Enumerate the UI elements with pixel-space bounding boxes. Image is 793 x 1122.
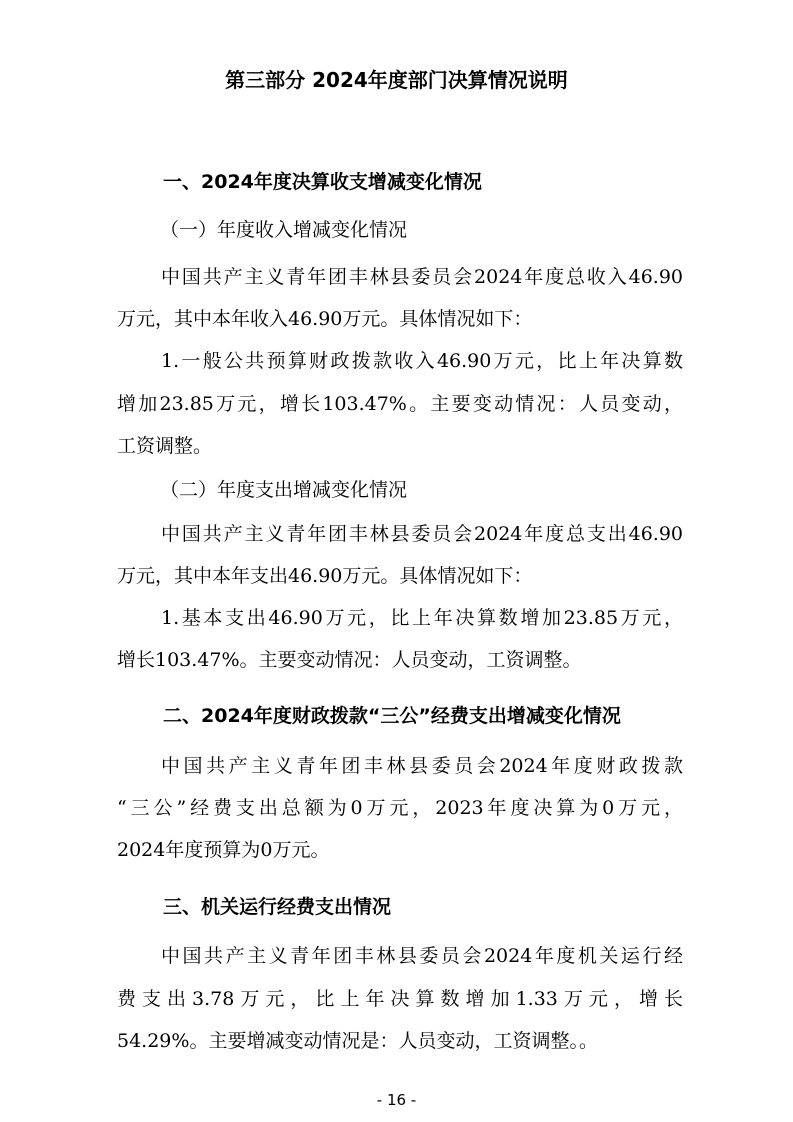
section1-sub2-para-line: 万元，其中本年支出46.90万元。具体情况如下：	[117, 565, 533, 587]
section3-para-line: 中国共产主义青年团丰林县委员会2024年度机关运行经	[161, 945, 683, 967]
section2-heading: 二、2024年度财政拨款“三公”经费支出增减变化情况	[163, 705, 621, 727]
section2-para-line: 2024年度预算为0万元。	[117, 839, 330, 861]
section3-para-line: 费支出3.78万元，比上年决算数增加1.33万元，增长	[117, 988, 683, 1010]
section3-heading: 三、机关运行经费支出情况	[163, 896, 392, 918]
section1-sub1-item-line: 1.一般公共预算财政拨款收入46.90万元，比上年决算数	[161, 350, 683, 372]
section1-sub2-item-line: 增长103.47%。主要变动情况：人员变动，工资调整。	[117, 649, 582, 671]
section2-para-line: “三公”经费支出总额为0万元，2023年度决算为0万元，	[117, 797, 683, 819]
section2-para-line: 中国共产主义青年团丰林县委员会2024年度财政拨款	[161, 755, 683, 777]
section1-sub2-para-line: 中国共产主义青年团丰林县委员会2024年度总支出46.90	[161, 523, 683, 545]
page-title: 第三部分 2024年度部门决算情况说明	[225, 68, 568, 92]
section1-sub2-item-line: 1.基本支出46.90万元，比上年决算数增加23.85万元，	[161, 607, 683, 629]
section1-heading: 一、2024年度决算收支增减变化情况	[163, 171, 482, 193]
section1-sub2-heading: （二）年度支出增减变化情况	[160, 479, 408, 501]
section1-sub1-heading: （一）年度收入增减变化情况	[160, 219, 408, 241]
section1-sub1-para-line: 中国共产主义青年团丰林县委员会2024年度总收入46.90	[161, 266, 683, 288]
page-number: - 16 -	[376, 1091, 417, 1109]
section1-sub1-item-line: 增加23.85万元，增长103.47%。主要变动情况：人员变动，	[117, 393, 683, 415]
section3-para-line: 54.29%。主要增减变动情况是：人员变动，工资调整。。	[117, 1030, 598, 1052]
section1-sub1-item-line: 工资调整。	[117, 435, 213, 457]
section1-sub1-para-line: 万元，其中本年收入46.90万元。具体情况如下：	[117, 308, 533, 330]
